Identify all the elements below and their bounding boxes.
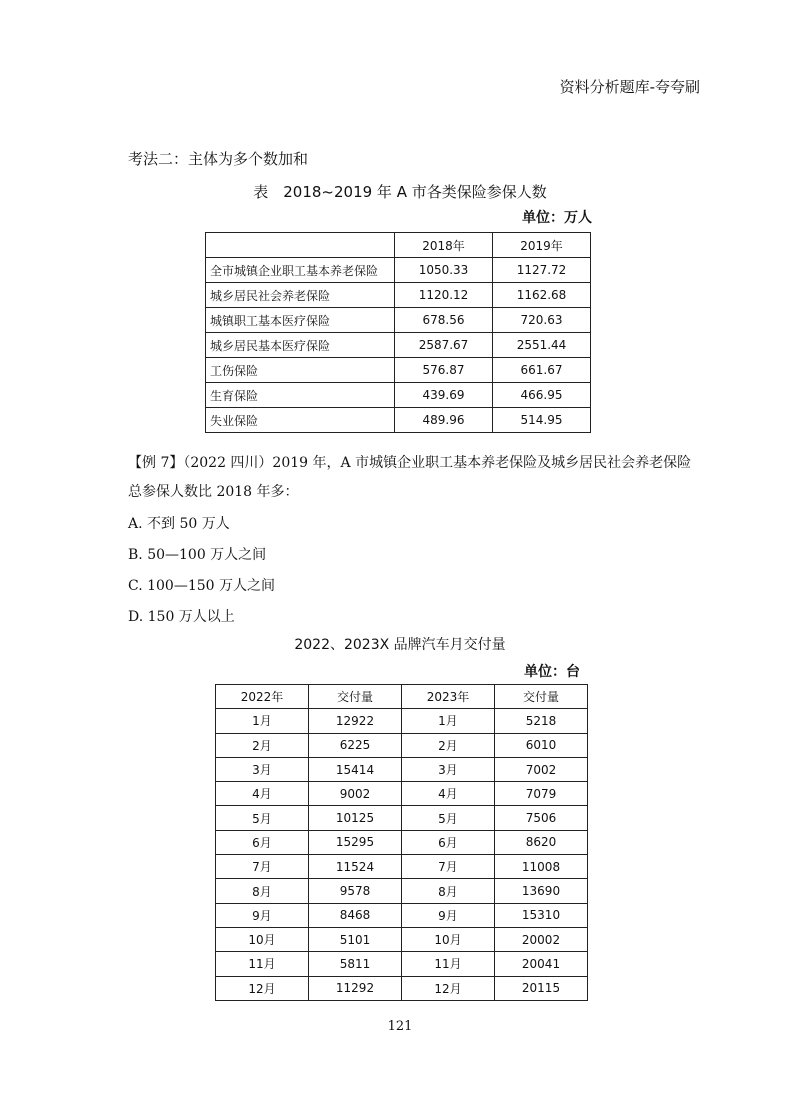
row-label: 全市城镇企业职工基本养老保险	[206, 258, 395, 283]
table-row	[216, 855, 588, 879]
table-header-row	[206, 233, 591, 258]
table-cell: 6月	[216, 830, 309, 854]
table-cell: 7002	[495, 757, 588, 781]
table-cell: 1162.68	[493, 283, 591, 308]
question-line-2: 总参保人数比 2018 年多：	[128, 484, 299, 500]
table-cell: 466.95	[493, 383, 591, 408]
table-cell: 10月	[402, 927, 495, 951]
row-label: 失业保险	[206, 408, 395, 433]
table-cell: 20002	[495, 927, 588, 951]
table-row	[216, 782, 588, 806]
table-header-cell: 2023年	[402, 685, 495, 709]
table-cell: 20041	[495, 952, 588, 976]
table-cell: 7月	[216, 855, 309, 879]
table-cell: 3月	[216, 757, 309, 781]
table-cell: 10125	[309, 806, 402, 830]
table-cell: 2551.44	[493, 333, 591, 358]
table-cell: 6月	[402, 830, 495, 854]
table-cell: 7506	[495, 806, 588, 830]
table-cell: 720.63	[493, 308, 591, 333]
table-cell: 1127.72	[493, 258, 591, 283]
table-cell: 11月	[216, 952, 309, 976]
table-header-cell: 交付量	[495, 685, 588, 709]
row-label: 城乡居民基本医疗保险	[206, 333, 395, 358]
table-cell: 12月	[216, 976, 309, 1000]
table-header-cell: 2019年	[493, 233, 591, 258]
table-cell: 13690	[495, 879, 588, 903]
option-c: C. 100—150 万人之间	[128, 578, 276, 594]
table-cell: 9578	[309, 879, 402, 903]
table-row	[206, 333, 591, 358]
table-cell: 1月	[402, 709, 495, 733]
option-d: D. 150 万人以上	[128, 609, 235, 625]
table-row	[216, 903, 588, 927]
table-cell: 576.87	[395, 358, 493, 383]
table1-unit: 单位：万人	[522, 210, 592, 226]
delivery-table	[215, 684, 588, 1001]
table-row	[216, 830, 588, 854]
table1-title: 表 2018~2019 年 A 市各类保险参保人数	[253, 183, 547, 201]
table-cell: 7079	[495, 782, 588, 806]
table-cell: 7月	[402, 855, 495, 879]
table-cell: 9月	[216, 903, 309, 927]
page-number: 121	[387, 1019, 413, 1034]
option-a: A. 不到 50 万人	[128, 516, 230, 532]
table-cell: 15295	[309, 830, 402, 854]
table-cell: 4月	[216, 782, 309, 806]
table-row	[206, 358, 591, 383]
table-header-cell: 2018年	[395, 233, 493, 258]
table-cell: 8月	[216, 879, 309, 903]
table-row	[206, 258, 591, 283]
table-cell: 5月	[402, 806, 495, 830]
table-header-cell: 交付量	[309, 685, 402, 709]
table-cell: 1050.33	[395, 258, 493, 283]
table-cell: 20115	[495, 976, 588, 1000]
table2-unit: 单位：台	[524, 664, 580, 680]
table-header-cell: 2022年	[216, 685, 309, 709]
table-cell: 9月	[402, 903, 495, 927]
table-cell: 489.96	[395, 408, 493, 433]
page-header: 资料分析题库-夸夸刷	[559, 78, 700, 96]
table-cell: 6225	[309, 733, 402, 757]
insurance-table	[205, 232, 591, 433]
table-row	[206, 383, 591, 408]
table-cell: 5811	[309, 952, 402, 976]
row-label: 工伤保险	[206, 358, 395, 383]
table2-title: 2022、2023X 品牌汽车月交付量	[294, 637, 506, 653]
table-row	[206, 308, 591, 333]
table-cell: 5月	[216, 806, 309, 830]
row-label: 生育保险	[206, 383, 395, 408]
table-cell: 10月	[216, 927, 309, 951]
table-cell: 12月	[402, 976, 495, 1000]
table-row	[206, 283, 591, 308]
table-cell: 2587.67	[395, 333, 493, 358]
table-cell: 9002	[309, 782, 402, 806]
table-row	[216, 976, 588, 1000]
table-cell: 6010	[495, 733, 588, 757]
table-cell: 3月	[402, 757, 495, 781]
row-label: 城镇职工基本医疗保险	[206, 308, 395, 333]
table-cell: 661.67	[493, 358, 591, 383]
table-cell: 514.95	[493, 408, 591, 433]
table-cell: 8月	[402, 879, 495, 903]
table-cell: 11524	[309, 855, 402, 879]
table-row	[206, 408, 591, 433]
table-cell: 4月	[402, 782, 495, 806]
table-row	[216, 952, 588, 976]
row-label: 城乡居民社会养老保险	[206, 283, 395, 308]
table-cell: 5101	[309, 927, 402, 951]
table-cell: 1120.12	[395, 283, 493, 308]
table-cell: 15414	[309, 757, 402, 781]
table-row	[216, 806, 588, 830]
table-row	[216, 733, 588, 757]
table-cell: 11292	[309, 976, 402, 1000]
table-header-cell	[206, 233, 395, 258]
table-cell: 439.69	[395, 383, 493, 408]
table-cell: 2月	[216, 733, 309, 757]
table-cell: 1月	[216, 709, 309, 733]
table-cell: 11008	[495, 855, 588, 879]
table-cell: 8468	[309, 903, 402, 927]
table-row	[216, 927, 588, 951]
table-cell: 8620	[495, 830, 588, 854]
table-row	[216, 879, 588, 903]
table-cell: 12922	[309, 709, 402, 733]
table-cell: 11月	[402, 952, 495, 976]
table-cell: 5218	[495, 709, 588, 733]
table-row	[216, 757, 588, 781]
option-b: B. 50—100 万人之间	[128, 547, 267, 563]
section-title: 考法二：主体为多个数加和	[128, 150, 309, 168]
question-line-1: 【例 7】（2022 四川）2019 年，A 市城镇企业职工基本养老保险及城乡居民社会养老保险	[128, 455, 692, 471]
table-row	[216, 709, 588, 733]
table-cell: 15310	[495, 903, 588, 927]
table-cell: 678.56	[395, 308, 493, 333]
table-cell: 2月	[402, 733, 495, 757]
table-header-row	[216, 685, 588, 709]
